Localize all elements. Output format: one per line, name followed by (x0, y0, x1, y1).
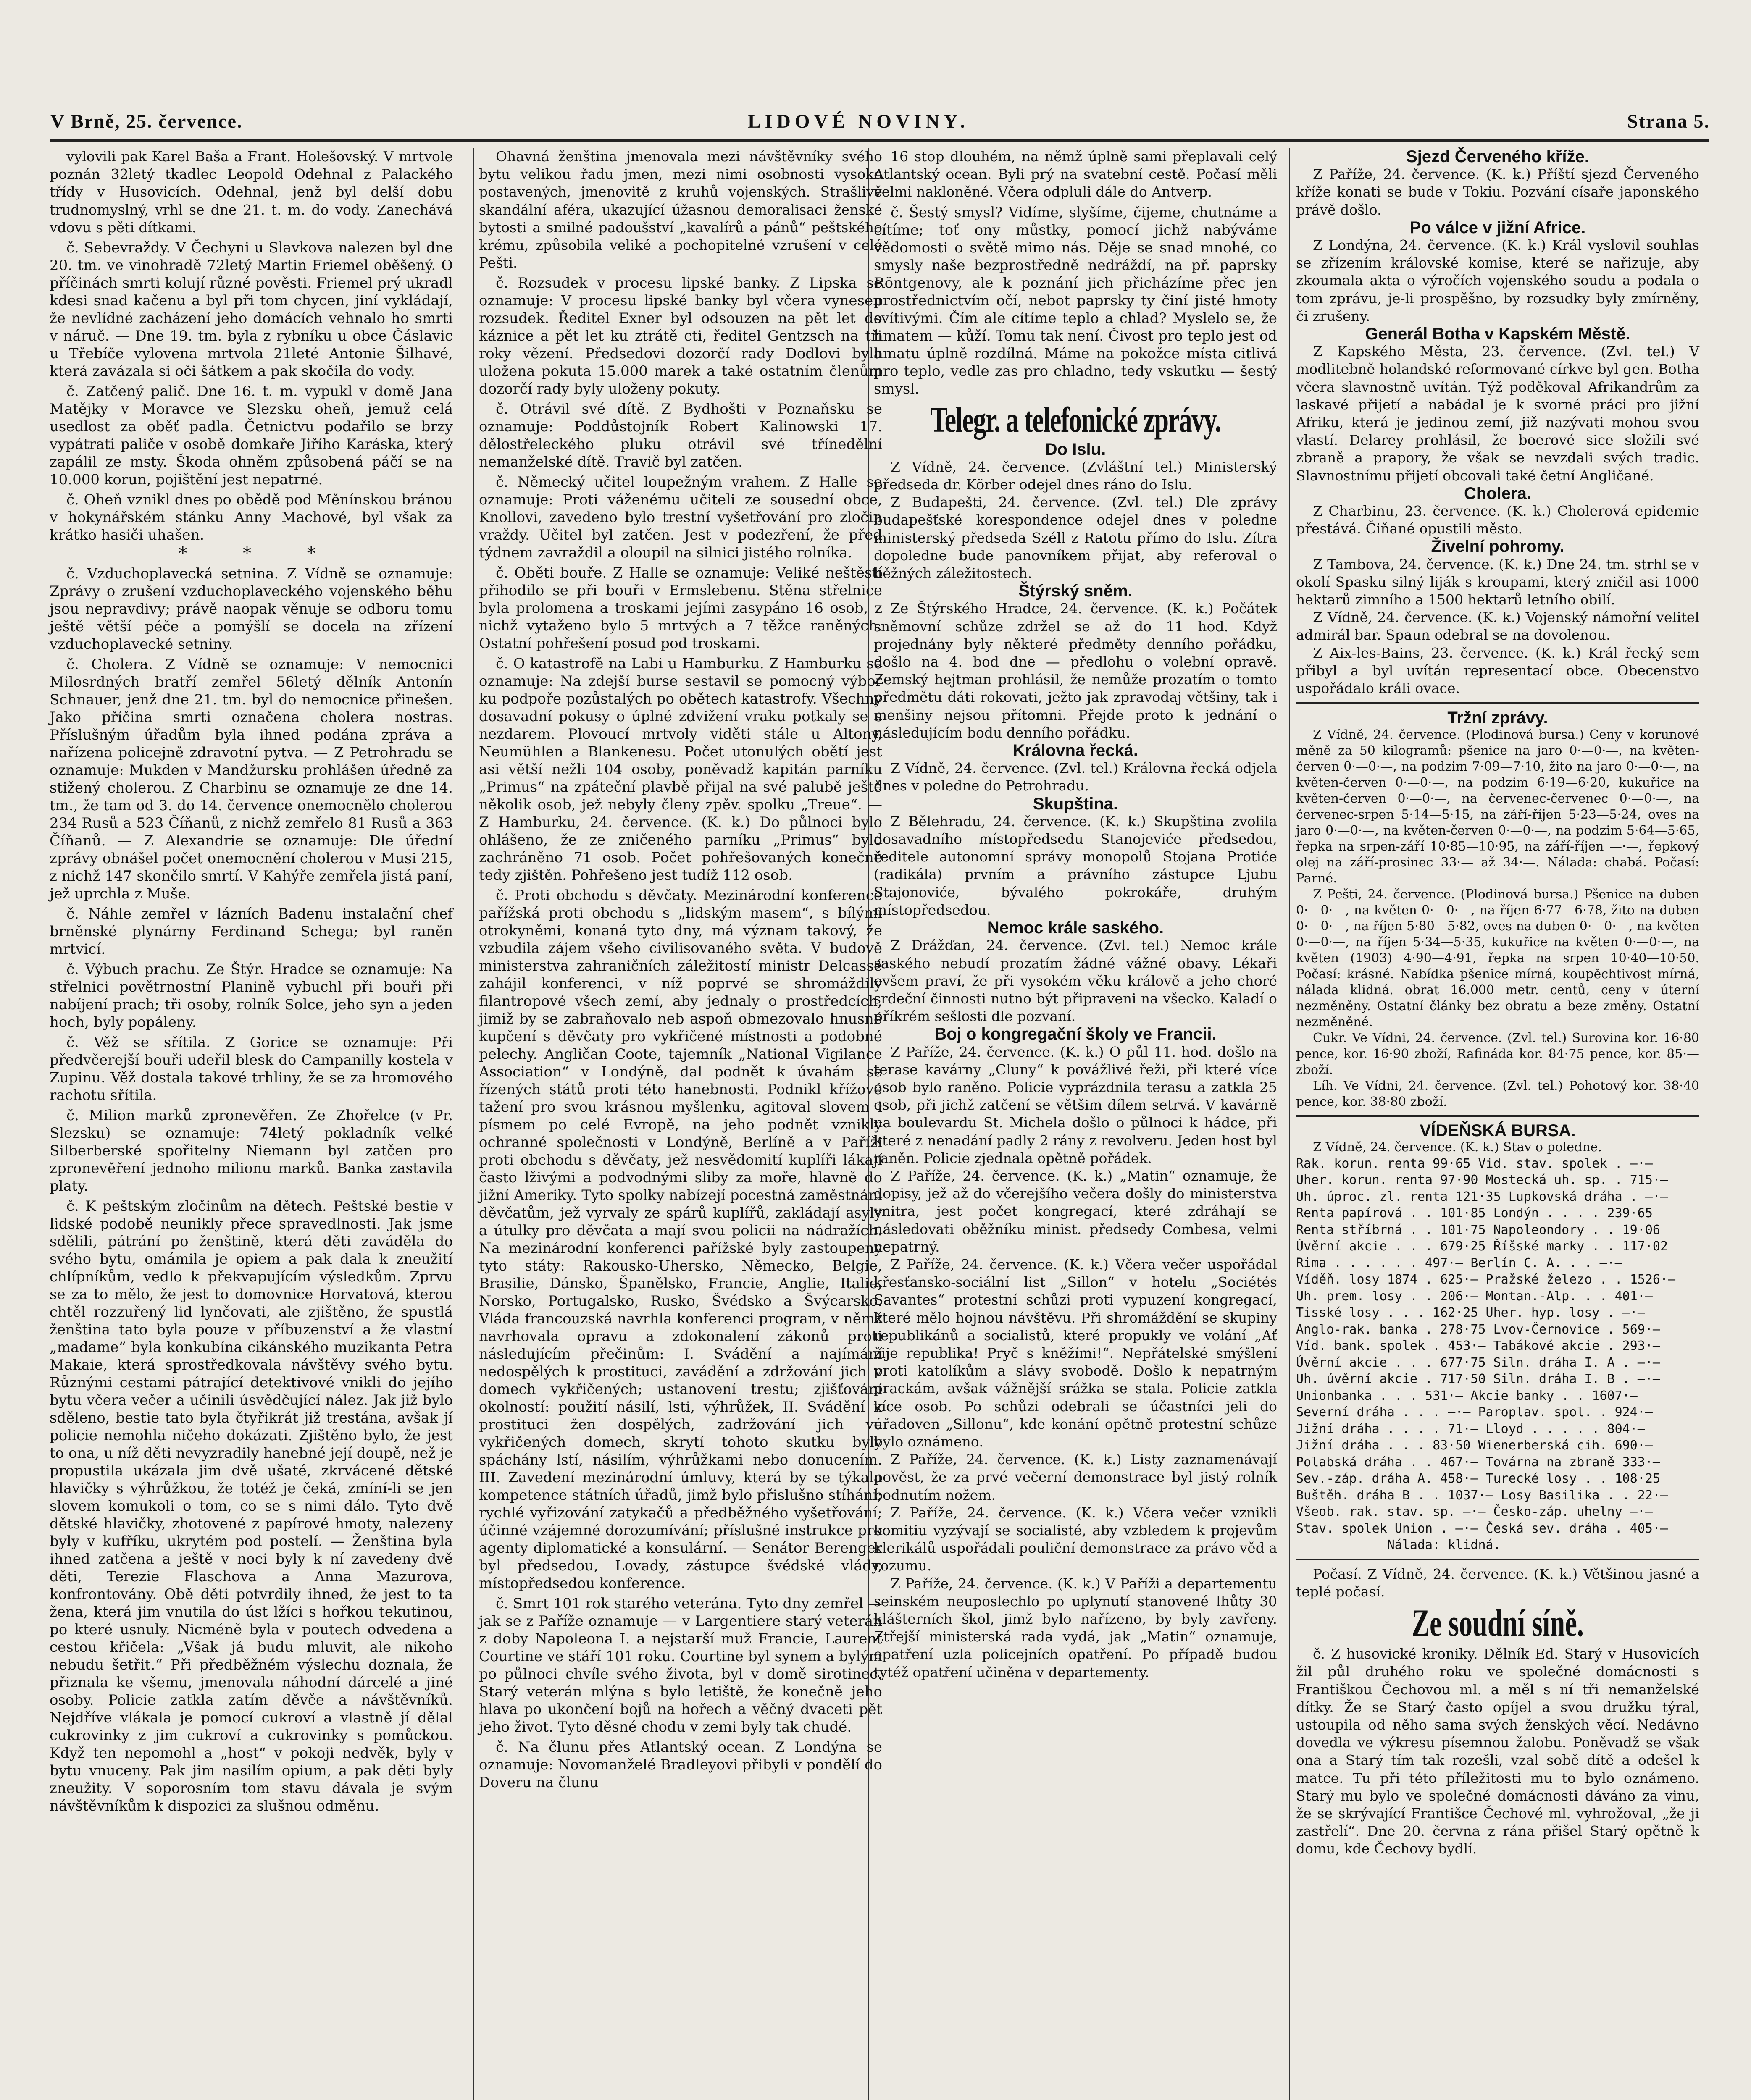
article-paragraph: Ohavná ženština jmenovala mezi návštěvníky svého bytu velikou řadu jmen, mezi nimi osobnosti vysoko postavených, jmenovitě z kruhů vojenských. Strašlivě skandální aféra, ukazující úžasnou demoralisaci ženské bytosti a smilné padoušství „kavalírů a pánů“ peštského krému, způsobila veliké a pochopitelné vzrušení v celé Pešti. (479, 148, 882, 271)
article-paragraph: Z Paříže, 24. července. (K. k.) Včera večer uspořádal křesťansko-sociální list „Sillon“ v hotelu „Sociétés Savantes“ protestní schůzi proti vypuzení kongregací, které mělo hojnou návštěvu. Při shromáždění se skupiny republikánů a socialistů, které propukly ve volání „Ať žije republika! Pryč s kněžími!“. Nepřátelské smýšlení proti katolíkům a slávy svobodě. Došlo k nepatrným prackám, avšak vážnější srážka se stala. Policie zatkla více osob. Po schůzi odebrali se účastníci jeli do úřadoven „Sillonu“, kde konání opětně protestní schůze bylo oznámeno. (874, 1256, 1277, 1450)
article-paragraph: vylovili pak Karel Baša a Frant. Holešovský. V mrtvole poznán 32letý tkadlec Leopold Odehnal z Palackého třídy v Husovicích. Odehnal, jenž byl delší dobu trudnomyslný, vrhl se dne 21. t. m. do vody. Zanechává vdovu s pěti dítkami. (50, 148, 453, 236)
column-1 (50, 148, 453, 1816)
article-item: č. Výbuch prachu. Ze Štýr. Hradce se oznamuje: Na střelnici povětrnostní Planině vybuchl při bouři při nabíjení prach; tři osoby, rolník Solce, jeho syn a jeden hoch, byly popáleny. (50, 961, 453, 1031)
article-paragraph: Z Paříže, 24. července. (K. k.) O půl 11. hod. došlo na terase kavárny „Cluny“ k povážlivé řeži, při které více osob bylo raněno. Policie vyprázdnila terasu a zatkla 25 osob, při jichž zatčení se většim dílem setrvá. V kavárně na boulevardu St. Michela došlo o půlnoci k hádce, při které z nenadání padly 2 rány z revolveru. Jeden host byl raněn. Policie zjednala opětně pořádek. (874, 1043, 1277, 1166)
section-title: Ze soudní síně. (1412, 1601, 1584, 1645)
section-heading: Štýrský sněm. (1018, 582, 1133, 601)
article-item: č. Vzduchoplavecká setnina. Z Vídně se oznamuje: Zprávy o zrušení vzduchoplaveckého vojenského běhu jsou nepravdivy; právě naopak věnuje se odboru tomu ještě větší péče a pomýšlí se docela na zřízení vzduchoplavecké setniny. (50, 565, 453, 653)
section-heading: Královna řecká. (1013, 741, 1138, 760)
article-paragraph: Z Vídně, 24. července. (K. k.) Vojenský námořní velitel admirál bar. Spaun odebral se na dovolenou. (1296, 609, 1699, 643)
article-item: č. Německý učitel loupežným vrahem. Z Halle se oznamuje: Proti váženému učiteli ze sousední obce, Knollovi, zavedeno bylo trestní vyšetřování pro zločin vraždy. Učitel byl zatčen. Jest v podezření, že před týdnem zavraždil a oloupil na silnici jistého rolníka. (479, 474, 882, 562)
section-heading: Nemoc krále saského. (987, 919, 1164, 937)
article-item: č. Proti obchodu s děvčaty. Mezinárodní konference pařížská proti obchodu s „lidským masem“, s bílými otrokyněmi, konaná tyto dny, má význam takový, že vzbudila zájem všeho civilisovaného světa. V budově ministerstva zahraničních záležitostí ministr Delcassé zahájil konferenci, v níž poprvé se shromáždily filantropové všech zemí, aby jednaly o prostředcích, jimiž by se zabraňovalo neb aspoň obmezovalo hnusné kupčení s děvčaty pro vykřičené místnosti a podobné pelechy. Angličan Coote, tajemník „National Vigilance Association“ v Londýně, dal podnět k úvahám se řízených států proti této hanebnosti. Podnikl křížové tažení pro svou krásnou myšlenku, agitoval slovem i písmem po celé Evropě, na jeho podnět vznikly ochranné společnosti v Londýně, Berlíně a v Paříži proti obchodu s děvčaty, jež nesvědomití kuplíři lákají často lživými a podvodnými sliby za moře, hlavně do jižní Ameriky. Tyto spolky nabízejí pocestná zaměstnání děvčatům, jež vyrvaly ze spárů kuplířů, zakládají asyly a útulky pro děvčata a mají svou policii na nádražích. Na mezinárodní konferenci pařížské byly zastoupeny tyto státy: Rakousko-Uhersko, Německo, Belgie, Brasilie, Dánsko, Španělsko, Francie, Anglie, Italie, Norsko, Portugalsko, Rusko, Švédsko a Švýcarsko. Vláda francouzská navrhla konferenci program, v němž navrhovala opravu a zdokonalení zákonů proti následujícím přečinům: I. Svádění a najímání nedospělých k prostituci, zavádění a zdržování jich v domech vykřičených; ustanovení trestu; zjišťování okolností: použití násilí, lsti, výhrůžek, II. Svádění k prostituci žen dospělých, zadržování jich ve vykřičených domech, skrytí tohoto skutku byly spáchány lstí, násilím, výhrůžkami nebo donucením. III. Zavedení mezinárodní úmluvy, která by se týkala kompetence státních úřadů, jimž bylo přislušno stíhání; rychlé vyřizování zatykačů a předběžného vyšetřování; účinné vzájemné dorozumívání; příslušné instrukce pro agenty diplomatické a konsulární. — Senátor Berenger byl předsedou, Lovady, zástupce švédské vlády, místopředsedou konference. (479, 887, 882, 1592)
header-rule (50, 139, 1709, 142)
article-item: č. Sebevraždy. V Čechyni u Slavkova nalezen byl dne 20. tm. ve vinohradě 72letý Martin Friemel oběšený. O příčinách smrti kolují různé pověsti. Friemel prý ukradl kdesi snad kačenu a byl při tom chycen, jiní vykládají, že nevlídné zacházení jeho domácích vehnalo ho smrti v náruč. — Dne 19. tm. byla z rybníku u obce Čáslavic u Třebíče vylovena mrtvola 21leté Antonie Šilhavé, která zavázala si oči šátkem a pak skočila do vody. (50, 239, 453, 380)
article-paragraph: Z Londýna, 24. července. (K. k.) Král vyslovil souhlas se zřízením královské komise, které se nařizuje, aby zkoumala akta o výročích vojenského soudu a podala o tom zprávu, je-li prospěšno, by rozsudky byly zmírněny, či zrušeny. (1296, 237, 1699, 324)
article-item: č. Cholera. Z Vídně se oznamuje: V nemocnici Milosrdných bratří zemřel 56letý dělník Antonín Schnauer, jenž dne 21. tm. byl do nemocnice přinešen. Jako příčina smrti označena cholera nostras. Příslušným úřadům byla ihned podána zpráva a nařízena policejně zdravotní pytva. — Z Petrohradu se oznamuje: Mukden v Mandžursku prohlášen úředně za stižený cholerou. Z Charbinu se oznamuje ze dne 14. tm., že tam od 3. do 14. července onemocnělo cholerou 234 Rusů a 523 Číňanů, z nichž zemřelo 81 Rusů a 363 Číňanů. — Z Alexandrie se oznamuje: Dle úřední zprávy obnášel počet onemocnění cholerou v Musi 215, z nichž 147 skončilo smrtí. V Kahýře zemřela jistá paní, jež uprchla z Muše. (50, 656, 453, 903)
article-paragraph: Ze Štýrského Hradce, 24. července. (K. k.) Počátek sněmovní schůze zdržel se až do 11 hod. Když projednány byly některé předměty denního pořádku, došlo na 4. bod dne — předlohu o volební opravě. Zemský hejtman prohlásil, že nemůže prozatím o tomto předmětu dáti rokovati, ježto jak zpravodaj většiny, tak i menšiny nejsou přítomni. Přejde proto k jednání o následujícím bodu denního pořádku. (874, 600, 1277, 741)
article-item: č. Rozsudek v procesu lipské banky. Z Lipska se oznamuje: V procesu lipské banky byl včera vynesen rozsudek. Ředitel Exner byl odsouzen na pět let do káznice a pět let ku ztrátě cti, ředitel Gentzsch na tři roky vězení. Předsedovi dozorčí rady Dodlovi byla uložena pokuta 15.000 marek a také ostatním členům dozorčí rady byly uloženy pokuty. (479, 275, 882, 398)
article-item: č. Šestý smysl? Vidíme, slyšíme, čijeme, chutnáme a cítíme; toť ony můstky, pomocí jichž nabýváme vědomosti o světě mimo nás. Děje se snad mnohé, co smysly naše bezprostředně nedráždí, na př. paprsky Röntgenovy, ale k poznání jich přicházíme přec jen prostřednictvím očí, nebot paprsky ty činí jisté hmoty svítivými. Čím ale cítíme teplo a chlad? Myslelo se, že hmatem — kůží. Tomu tak není. Čivost pro teplo jest od hmatu úplně rozdílná. Máme na pokožce místa citlivá pro teplo, vedle zas pro chladno, tedy vskutku — šestý smysl. (874, 204, 1277, 397)
article-paragraph: Z Paříže, 24. července. (K. k.) „Matin“ oznamuje, že dopisy, jež až do včerejšího večera došly do ministerstva vnitra, jest počet kongregací, které zdráhají se následovati oběžníku minist. předsedy Combesa, velmi nepatrný. (874, 1167, 1277, 1255)
header-date: V Brně, 25. července. (50, 110, 243, 132)
section-heading: Cholera. (1464, 484, 1532, 503)
page-number: Strana 5. (1627, 110, 1710, 132)
article-paragraph: Z Kapského Města, 23. července. (Zvl. tel.) V modlitebně holandské reformované církve byl gen. Botha včera slavnostně uvítán. Týž poděkoval Afrikandrům za laskavé přijetí a nabádal je k svorné práci pro jižní Afriku, která je jedinou zemí, již nazývati mohou svou vlastí. Delarey prohlásil, že boerové sice složili své zbraně a prapory, že však se nevzdali svých tradic. Slavnostnímu přijetí obcovali také četní Angličané. (1296, 343, 1699, 484)
article-item: č. Milion marků zpronevěřen. Ze Zhořelce (v Pr. Slezsku) se oznamuje: 74letý pokladník velké Silberberské spořitelny Niemann byl zatčen pro zpronevěření jednoho milionu marků. Banka zastavila platy. (50, 1107, 453, 1195)
article-item: č. Náhle zemřel v lázních Badenu instalační chef brněnské plynárny Ferdinand Schega; byl raněn mrtvicí. (50, 906, 453, 958)
market-report: Z Vídně, 24. července. (K. k.) Stav o poledne. (1313, 1139, 1602, 1155)
market-report: Líh. Ve Vídni, 24. července. (Zvl. tel.) Pohotový kor. 38·40 pence, kor. 38·80 zboží. (1296, 1078, 1699, 1109)
article-paragraph: Z Paříže, 24. července. (K. k.) Listy zaznamenávají pověst, že za prvé večerní demonstrace byl jistý rolník bodnutím nožem. (874, 1451, 1277, 1503)
article-paragraph: Z Paříže, 24. července. (K. k.) V Paříži a departementu seinském neuposlechlo po uplynutí stanovené lhůty 30 klášterních škol, jimž bylo nařízeno, by byly zavřeny. Ztřejší ministerská rada vydá, jak „Matin“ oznamuje, opatření uzla policejních opatření. Po případě budou tytéž opatření učiněna v departementy. (874, 1575, 1277, 1680)
article-item: č. Oheň vznikl dnes po obědě pod Měnínskou bránou v hokynářském stánku Anny Machové, byl však za krátko hasiči uhašen. (50, 491, 453, 544)
article-paragraph: Z Paříže, 24. července. (K. k.) Příští sjezd Červeného kříže konati se bude v Tokiu. Pozvání císaře japonského právě došlo. (1296, 166, 1699, 218)
section-heading: Do Islu. (1045, 440, 1106, 459)
article-paragraph: Z Bělehradu, 24. července. (K. k.) Skupština zvolila dosavadního místopředsedu Stanojeviće předsedou, ředitele autonomní správy monopolů Stojana Protiće (radikála) prvním a právního zástupce Ljubu Stajonoviće, bývalého pokrokáře, druhým místopředsedou. (874, 813, 1277, 918)
column-4 (1296, 148, 1699, 1858)
article-item: č. Věž se sřítila. Z Gorice se oznamuje: Při předvčerejší bouři udeřil blesk do Campanilly kostela v Zupinu. Věž dostala takové trhliny, že se za hromového rachotu sřítila. (50, 1034, 453, 1104)
section-heading: Skupština. (1033, 794, 1118, 813)
article-item: č. Oběti bouře. Z Halle se oznamuje: Veliké neštěstí přihodilo se při bouři v Ermslebenu. Stěna střelnice byla prolomena a troskami jejími zasypáno 16 osob, z nichž vytaženo bylo 5 mrtvých a 7 těžce raněných. Ostatní pohřešení posud pod troskami. (479, 564, 882, 652)
article-item: č. Otrávil své dítě. Z Bydhošti v Poznaňsku se oznamuje: Poddůstojník Robert Kalinowski 17. dělostřeleckého pluku otrávil své třínedělní nemanželské dítě. Travič byl zatčen. (479, 401, 882, 471)
section-stars: * * * (179, 544, 341, 564)
article-paragraph: Z Charbinu, 23. července. (K. k.) Cholerová epidemie přestává. Čiňané opustili město. (1296, 503, 1699, 537)
article-paragraph: Z Paříže, 24. července. (K. k.) Včera večer vznikli komitiu vyzývají se socialisté, aby vzbledem k projevům klerikálů uspořádali pouliční demonstrace za právo věd a rozumu. (874, 1504, 1277, 1574)
article-item: č. Smrt 101 rok starého veterána. Tyto dny zemřel — jak se z Paříže oznamuje — v Largentiere starý veterán z doby Napoleona I. a nejstarší muž Francie, Laurent Courtine ve stáří 101 roku. Courtine byl synem a bylým po půlnoci chvíle svého života, byl v domě sirotinec. Starý veterán mlýna s bylo letiště, že konečně jeho hlava po ukončení bojů na hořech a věčný dvaceti pět jeho život. Tyto děsné chodu v zemi byly tak chudé. (479, 1595, 882, 1736)
article-paragraph: č. Z husovické kroniky. Dělník Ed. Starý v Husovicích žil půl druhého roku ve společné domácnosti s Františkou Čechovou ml. a měl s ní tři nemanželské dítky. Že se Starý často opíjel a svou družku týral, ustoupila od něho sama svých ženských věcí. Nedávno dovedla ve výkresu písemnou žalobu. Poněvadž se však ona a Starý tím tak rozešli, vzal sobě dítě a odešel k matce. Tu při této příležitosti mu to bylo oznámeno. Starý mu bylo ve společné domácnosti dáváno za vinu, že se skrývající Františce Čechové ml. vyhrožoval, „že ji zastřelí“. Dne 20. června z rána přišel Starý opětně k domu, kde Čechovy bydlí. (1296, 1646, 1699, 1857)
market-report: Cukr. Ve Vídni, 24. července. (Zvl. tel.) Surovina kor. 16·80 pence, kor. 16·90 zboží, Rafináda kor. 84·75 pence, kor. 85·— zboží. (1296, 1030, 1699, 1077)
section-rule (1296, 702, 1699, 704)
article-item: č. Na člunu přes Atlantský ocean. Z Londýna se oznamuje: Novomanželé Bradleyovi přibyli v pondělí do Doveru na člunu (479, 1739, 882, 1791)
article-paragraph: Z Tambova, 24. července. (K. k.) Dne 24. tm. strhl se v okolí Spasku silný liják s kroupami, který zničil asi 1000 hektarů zimního a 1500 hektarů letního obilí. (1296, 556, 1699, 608)
section-rule (1296, 1559, 1699, 1560)
column-3 (874, 148, 1277, 1681)
section-heading: Generál Botha v Kapském Městě. (1365, 325, 1630, 344)
section-rule (1296, 1115, 1699, 1117)
section-heading: Po válce v jižní Africe. (1409, 218, 1586, 237)
section-heading: Živelní pohromy. (1431, 537, 1564, 556)
article-paragraph: Z Aix-les-Bains, 23. července. (K. k.) Král řecký sem přibyl a byl uvítán representací obce. Obecenstvo uspořádalo králi ovace. (1296, 644, 1699, 697)
column-divider (473, 148, 474, 2100)
page-header (50, 110, 1710, 144)
section-heading: Sjezd Červeného kříže. (1406, 147, 1589, 166)
market-report: Z Vídně, 24. července. (Plodinová bursa.) Ceny v korunové měně za 50 kilogramů: pšenice na jaro 0·—0·—, na květen-červen 0·—0·—, na podzim 7·09—7·10, žito na jaro 0·—0·—, na květen-červen 0·—0·—, na podzim 6·19—6·20, kukuřice na květen-červen 0·—0·—, na červenec-červenec 0·—0·—, na červenec-srpen 5·14—5·15, na září-říjen 5·23—5·24, oves na jaro 0·—0·—, na květen-červen 0·—0·—, na podzim 5·64—5·65, řepka na srpen-září 10·85—10·95, na září-říjen —·—, řepkový olej na září-prosinec 33·— až 34·—. Nálada: chabá. Počasí: Parné. (1296, 727, 1699, 886)
section-heading: VÍDEŇSKÁ BURSA. (1420, 1121, 1576, 1140)
stock-table: Rak. korun. renta 99·65 Vid. stav. spolek . —·— Uher. korun. renta 97·90 Mostecká uh. sp. . 715·— Uh. úproc. zl. renta 121·35 Lupkovská dráha . —·— Renta papírová . . 101·85 Londýn . . . . 239·65 Renta stříbrná . . 101·75 Napoleondory . . 19·06 Úvěrní akcie . . . 679·25 Říšské marky . . 117·02 Rima . . . . . . 497·— Berlín C. A. . . —·— Víděň. losy 1874 . 625·— Pražské železo . . 1526·— Uh. prem. losy . . 206·— Montan.-Alp. . . 401·— Tisské losy . . . 162·25 Uher. hyp. losy . —·— Anglo-rak. banka . 278·75 Lvov-Černovice . 569·— Víd. bank. spolek . 453·— Tabákové akcie . 293·— Úvěrní akcie . . . 677·75 Siln. dráha I. A . —·— Uh. úvěrní akcie . 717·50 Siln. dráha I. B . —·— Unionbanka . . . 531·— Akcie banky . . 1607·— Severní dráha . . . —·— Paroplav. spol. . 924·— Jižní dráha . . . . 71·— Lloyd . . . . . 804·— Jižní dráha . . . 83·50 Wienerberská cih. 690·— Polabská dráha . . 467·— Továrna na zbraně 333·— Sev.-záp. dráha A. 458·— Turecké losy . . 108·25 Buštěh. dráha B . . 1037·— Losy Basilika . . 22·— Všeob. rak. stav. sp. —·— Česko-záp. uhelny —·— Stav. spolek Union . —·— Česká sev. dráha . 405·— Nálada: klidná. (1296, 1156, 1676, 1553)
market-report: Z Pešti, 24. července. (Plodinová bursa.) Pšenice na duben 0·—0·—, na květen 0·—0·—, na říjen 6·77—6·78, žito na duben 0·—0·—, na říjen 5·80—5·82, oves na duben 0·—0·—, na květen 0·—0·—, na říjen 5·34—5·35, kukuřice na květen 0·—0·—, na květen (1903) 4·90—4·91, řepka na srpen 10·40—10·50. Počasí: krásné. Nabídka pšenice mírná, koupěchtivost mírná, nálada klidná. obrat 16.000 metr. centů, ceny v úterní nezměněny. Ostatní články bez obratu a beze změny. Ostatní nezměněné. (1296, 887, 1699, 1029)
article-item: č. O katastrofě na Labi u Hamburku. Z Hamburku se oznamuje: Na zdejší burse sestavil se pomocný výbor ku podpoře pozůstalých po obětech katastrofy. Všechny dosavadní pokusy o úplné zdvižení vraku potkaly se s nezdarem. Plovoucí mrtvoly viděti stále u Altony, Neumühlen a Blankenesu. Počet utonulých obětí jest asi větší nežli 104 osoby, poněvadž kapitán parníku „Primus“ na zpáteční plavbě přijal na své palubě ještě několik osob, jež nebyly členy zpěv. spolku „Treue“. — Z Hamburku, 24. července. (K. k.) Do půlnoci bylo ohlášeno, že ze zničeného parníku „Primus“ bylo zachráněno 71 osob. Počet pohřešovaných konečně tedy zjištěn. Pohřešeno jest tudíž 112 osob. (479, 655, 882, 884)
article-paragraph: Z Vídně, 24. července. (Zvláštní tel.) Ministerský předseda dr. Körber odejel dnes ráno do Islu. (874, 458, 1277, 493)
article-paragraph: Počasí. Z Vídně, 24. července. (K. k.) Většinou jasné a teplé počasí. (1296, 1565, 1699, 1600)
section-heading: Tržní zprávy. (1447, 709, 1548, 727)
article-paragraph: Z Budapešti, 24. července. (Zvl. tel.) Dle zprávy budapešťské korespondence odejel dnes v poledne ministerský předseda Széll z Ratotu přímo do Islu. Zítra dopoledne bude panovníkem přijat, aby referoval o běžných záležitostech. (874, 494, 1277, 582)
column-2 (479, 148, 882, 1792)
article-paragraph: 16 stop dlouhém, na němž úplně sami přeplavali celý Atlantský ocean. Byli prý na svatební cestě. Počasí měli velmi nakloněné. Včera odpluli dále do Antverp. (874, 148, 1277, 200)
article-paragraph: Z Vídně, 24. července. (Zvl. tel.) Královna řecká odjela dnes v poledne do Petrohradu. (874, 760, 1277, 794)
masthead-title: LIDOVÉ NOVINY. (748, 110, 969, 132)
article-item: č. K peštským zločinům na dětech. Peštské bestie v lidské podobě neunikly přece spravedlnosti. Jak jsme sdělili, pátrání po ženštině, která děti zaváděla do svého bytu, omámila je opiem a pak dala k zneužití chlípníkům, vedlo k překvapujícím výsledkům. Zprvu se za to mělo, že jest to domovnice Horvatová, kterou chtěl rozzuřený lid lynčovati, ale zjištěno, že spustlá ženština tato byla pouze v příbuzenství a že vlastní „madame“ byla konkubína cikánského muzikanta Petra Makaie, která sprostředkovala návštěvy svého bytu. Různými cestami pátrající detektivové vnikli do jejího bytu včera večer a učinili úsvědčující nález. Jak již bylo sděleno, bestie tato byla čtyřikrát již trestána, avšak jí policie nemohla ničeho dokázati. Zjištěno bylo, že jest to ona, u níž děti nevyzradily hanebné její doupě, než je propustila ukázala jim dvě ušaté, zkrvácené dětské hlavičky s výhrůžkou, že totéž je čeká, zmíní-li se jen slovem komukoli o tom, co se s nimi dálo. Tyto dvě dětské hlavičky, zhotovené z papírové hmoty, nalezeny byly v kufříku, ukrytém pod postelí. — Ženština byla ihned zatčena a ještě v noci byly k ní zavedeny dvě děti, Terezie Flaschova a Anna Mazurova, konfrontovány. Obě děti potvrdily ihned, že jest to ta žena, která jim vnutila do úst lžíci s hořkou tekutinou, po které usnuly. Nicméně byla v poutech odvedena a cestou křičela: „Však já budu mluvit, ale nikoho nebudu šetřit.“ Při předběžném výslechu doznala, že přiznala ke všemu, jmenovala náhodní dárcelé a jiné osoby. Policie zatkla zatím děvče a návštěvníků. Nejdříve vlákala je pomocí cukroví a vlastně jí dělal cukrovinky z jim cukroví a cukrovinky s pomůckou. Když ten nepomohl a „host“ v pokoji nedvěk, byly v bytu vnuceny. Pak jim nasilím opium, a pak děti byly zneužity. V soporosním tom stavu dávala je svým návštěvníkům k dispozici za slušnou odměnu. (50, 1198, 453, 1815)
article-item: č. Zatčený palič. Dne 16. t. m. vypukl v domě Jana Matějky v Moravce ve Slezsku oheň, jemuž celá usedlost za oběť padla. Četnictvu podařilo se brzy vypátrati paliče v osobě domkaře Jiřího Karáska, který zapálil ze msty. Škoda ohněm způsobená páčí se na 10.000 korun, pojištění jest nepatrné. (50, 383, 453, 488)
column-divider (1289, 148, 1290, 2100)
section-title: Telegr. a telefonické zprávy. (930, 399, 1221, 440)
section-heading: Boj o kongregační školy ve Francii. (934, 1025, 1217, 1044)
article-paragraph: Z Drážďan, 24. července. (Zvl. tel.) Nemoc krále saského nebudí prozatím žádné vážné obavy. Lékaři ovšem praví, že při vysokém věku králově a jeho choré srdeční činnosti nutno být připraveni na všecko. Kaladí o příkrém sešlosti dle pozvaní. (874, 937, 1277, 1025)
